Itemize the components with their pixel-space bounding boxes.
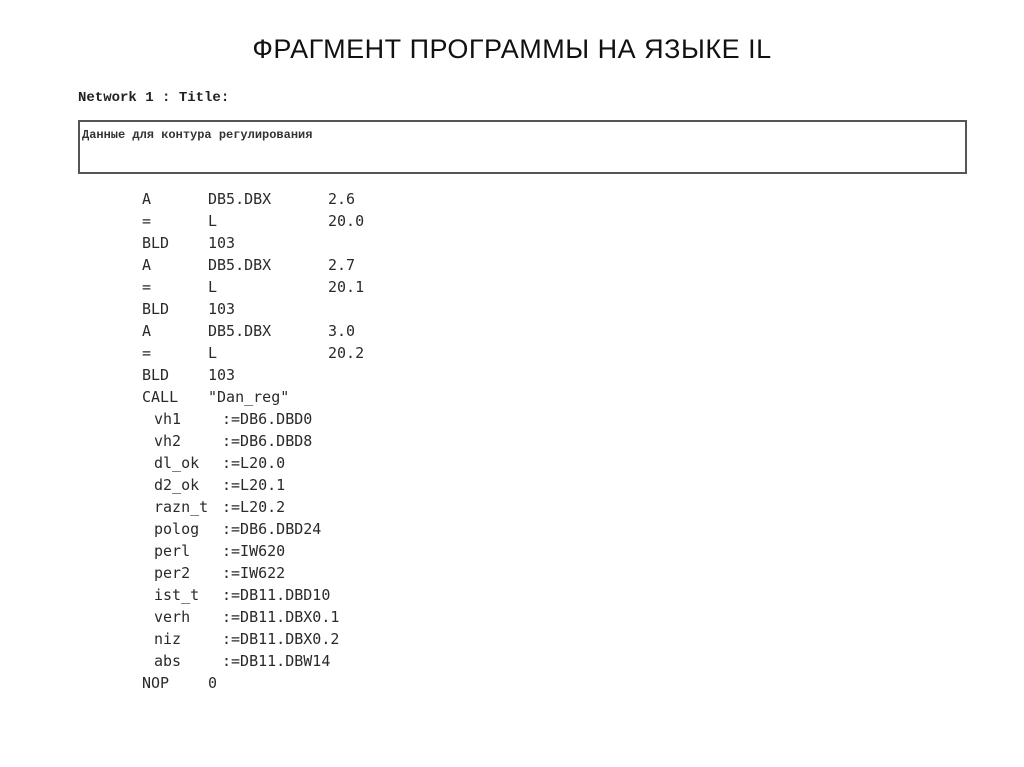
instruction-operand: DB5.DBX <box>208 190 272 208</box>
call-param-value: :=DB11.DBD10 <box>222 586 331 604</box>
call-param-value: :=IW620 <box>222 542 286 560</box>
instruction-operand: DB5.DBX <box>208 256 272 274</box>
call-param-value: :=L20.1 <box>222 476 286 494</box>
slide-title: ФРАГМЕНТ ПРОГРАММЫ НА ЯЗЫКЕ IL <box>252 34 772 64</box>
call-param-name: vh2 <box>154 432 182 450</box>
call-param-value: :=IW622 <box>222 564 286 582</box>
code-line <box>142 672 364 694</box>
instruction-op: BLD <box>142 234 170 252</box>
code-line <box>142 364 364 386</box>
code-line <box>142 320 364 342</box>
call-param-name: d2_ok <box>154 476 200 494</box>
call-param-line <box>142 474 364 496</box>
instruction-address: 2.6 <box>328 190 356 208</box>
instruction-op: = <box>142 278 152 296</box>
instruction-operand: L <box>208 344 218 362</box>
call-param-name: abs <box>154 652 182 670</box>
instruction-operand: DB5.DBX <box>208 322 272 340</box>
call-param-line <box>142 408 364 430</box>
instruction-op: = <box>142 212 152 230</box>
instruction-operand: 103 <box>208 300 236 318</box>
code-line <box>142 298 364 320</box>
instruction-op: = <box>142 344 152 362</box>
call-param-line <box>142 650 364 672</box>
call-param-value: :=L20.0 <box>222 454 286 472</box>
code-line <box>142 386 364 408</box>
call-param-value: :=DB6.DBD8 <box>222 432 313 450</box>
call-param-name: perl <box>154 542 191 560</box>
code-line <box>142 210 364 232</box>
code-line <box>142 342 364 364</box>
call-param-name: razn_t <box>154 498 209 516</box>
call-param-value: :=DB6.DBD24 <box>222 520 322 538</box>
call-param-value: :=L20.2 <box>222 498 286 516</box>
instruction-op: BLD <box>142 366 170 384</box>
call-param-name: dl_ok <box>154 454 200 472</box>
code-line <box>142 254 364 276</box>
network-comment-box[interactable] <box>78 120 967 174</box>
instruction-operand: L <box>208 212 218 230</box>
call-param-value: :=DB11.DBX0.1 <box>222 608 340 626</box>
instruction-op: CALL <box>142 388 179 406</box>
instruction-op: A <box>142 190 152 208</box>
call-param-value: :=DB6.DBD0 <box>222 410 313 428</box>
call-param-line <box>142 584 364 606</box>
instruction-address: 2.7 <box>328 256 356 274</box>
instruction-operand: 0 <box>208 674 218 692</box>
instruction-address: 20.0 <box>328 212 365 230</box>
call-param-line <box>142 562 364 584</box>
call-param-name: vh1 <box>154 410 182 428</box>
call-param-name: niz <box>154 630 182 648</box>
code-line <box>142 188 364 210</box>
instruction-op: A <box>142 256 152 274</box>
instruction-op: BLD <box>142 300 170 318</box>
call-param-line <box>142 628 364 650</box>
instruction-address: 20.1 <box>328 278 365 296</box>
il-code-listing <box>142 188 364 694</box>
call-param-line <box>142 430 364 452</box>
network-comment-text: Данные для контура регулирования <box>82 128 313 142</box>
call-param-line <box>142 606 364 628</box>
call-param-line <box>142 518 364 540</box>
code-line <box>142 232 364 254</box>
instruction-op: A <box>142 322 152 340</box>
instruction-address: 20.2 <box>328 344 365 362</box>
call-param-name: polog <box>154 520 200 538</box>
call-param-line <box>142 496 364 518</box>
call-param-value: :=DB11.DBW14 <box>222 652 331 670</box>
network-header: Network 1 : Title: <box>78 90 230 106</box>
instruction-address: 3.0 <box>328 322 356 340</box>
instruction-operand: "Dan_reg" <box>208 388 290 406</box>
code-line <box>142 276 364 298</box>
call-param-name: ist_t <box>154 586 200 604</box>
instruction-op: NOP <box>142 674 170 692</box>
call-param-value: :=DB11.DBX0.2 <box>222 630 340 648</box>
instruction-operand: 103 <box>208 234 236 252</box>
call-param-line <box>142 452 364 474</box>
call-param-name: per2 <box>154 564 191 582</box>
instruction-operand: L <box>208 278 218 296</box>
instruction-operand: 103 <box>208 366 236 384</box>
call-param-line <box>142 540 364 562</box>
call-param-name: verh <box>154 608 191 626</box>
